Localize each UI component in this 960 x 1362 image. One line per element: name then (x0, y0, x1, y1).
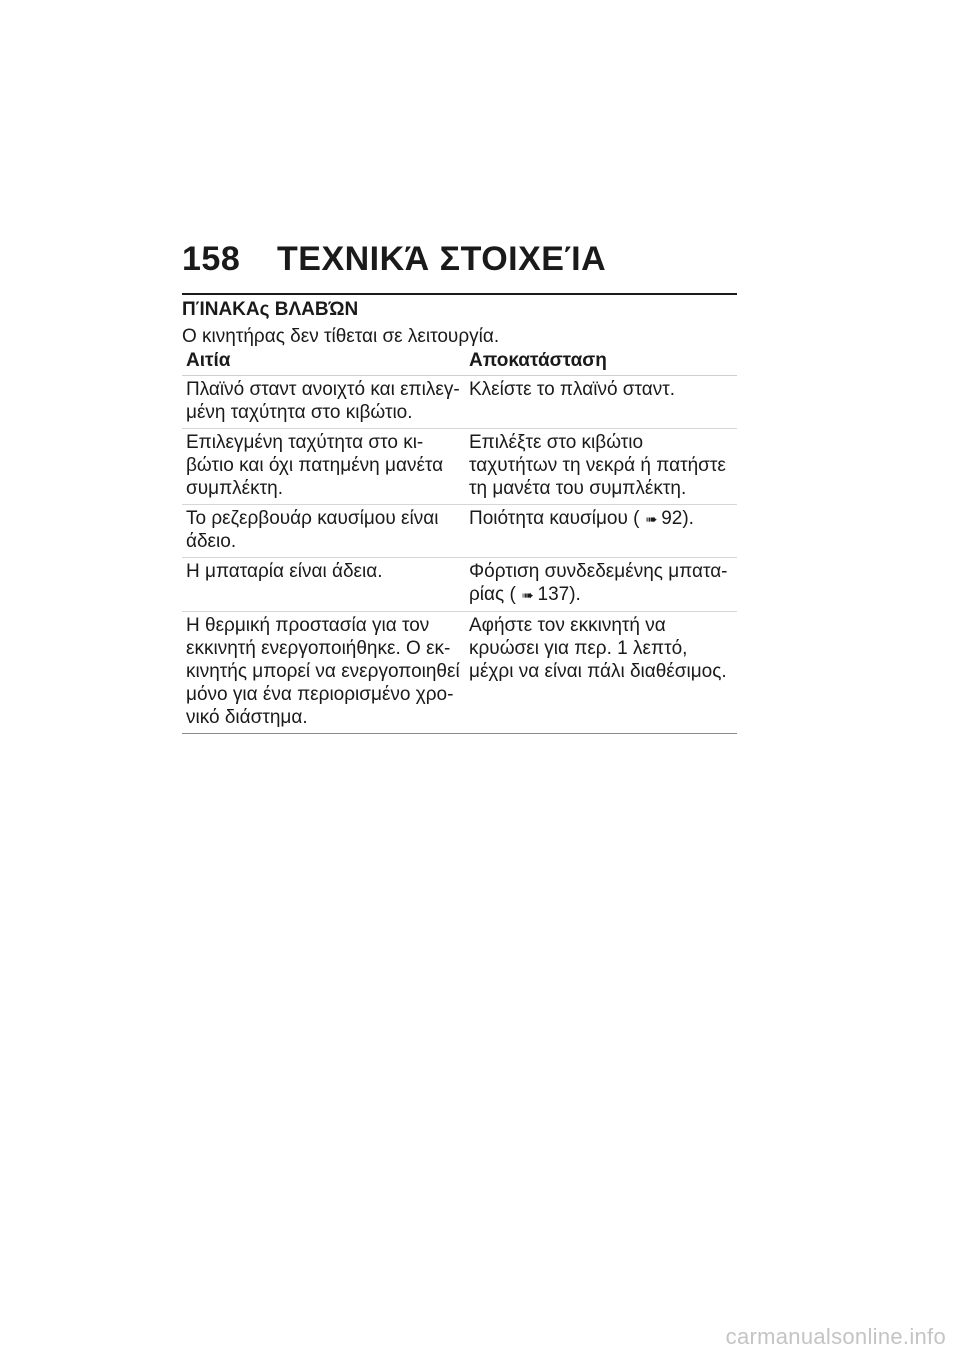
page-reference: 137). (537, 584, 581, 605)
header-remedy: Αποκατάσταση (465, 346, 737, 376)
cause-cell: Η θερμική προστασία για τον εκκινητή ενεργοποιήθηκε. Ο εκ-κινητής μπορεί να ενεργοποιηθεί μόνο για ένα περιορισμένο χρο-νικό διάστημα. (182, 612, 465, 734)
section-title: ΠΊΝΑΚΑς ΒΛΑΒΏΝ (182, 299, 359, 320)
arrow-right-icon: ➠ (645, 511, 658, 527)
remedy-cell (465, 505, 737, 558)
symptom-text: Ο κινητήρας δεν τίθεται σε λειτουργία. (182, 326, 500, 347)
page-reference: 92). (661, 508, 694, 529)
page-header (182, 240, 606, 279)
page-number: 158 (182, 240, 241, 278)
fault-table (182, 346, 737, 734)
table-header-row (182, 346, 737, 376)
table-row (182, 612, 737, 734)
remedy-cell: Επιλέξτε στο κιβώτιο ταχυτήτων τη νεκρά ή πατήστε τη μανέτα του συμπλέκτη. (465, 429, 737, 505)
remedy-cell: Κλείστε το πλαϊνό σταντ. (465, 376, 737, 429)
cause-cell: Επιλεγμένη ταχύτητα στο κι-βώτιο και όχι πατημένη μανέτα συμπλέκτη. (182, 429, 465, 505)
table-row (182, 505, 737, 558)
remedy-text: Ποιότητα καυσίμου (469, 508, 628, 529)
table-row (182, 376, 737, 429)
cause-cell: Πλαϊνό σταντ ανοιχτό και επιλεγ-μένη ταχύτητα στο κιβώτιο. (182, 376, 465, 429)
arrow-right-icon: ➠ (521, 587, 534, 603)
page-reference-link[interactable]: ( ➠ 92). (633, 508, 694, 529)
cause-cell: Το ρεζερβουάρ καυσίμου είναι άδειο. (182, 505, 465, 558)
page-reference-link[interactable]: ( ➠ 137). (509, 584, 581, 605)
header-cause: Αιτία (182, 346, 465, 376)
table-row (182, 558, 737, 612)
chapter-title: ΤΕΧΝΙΚΆ ΣΤΟΙΧΕΊΑ (277, 240, 607, 278)
remedy-cell (465, 558, 737, 612)
watermark: carmanualsonline.info (725, 1324, 946, 1349)
remedy-cell: Αφήστε τον εκκινητή να κρυώσει για περ. 1 λεπτό, μέχρι να είναι πάλι διαθέσιμος. (465, 612, 737, 734)
header-divider (182, 293, 737, 295)
remedy-text: Φόρτιση συνδεδεμένης μπατα-ρίας (469, 561, 728, 605)
cause-cell: Η μπαταρία είναι άδεια. (182, 558, 465, 612)
table-row (182, 429, 737, 505)
